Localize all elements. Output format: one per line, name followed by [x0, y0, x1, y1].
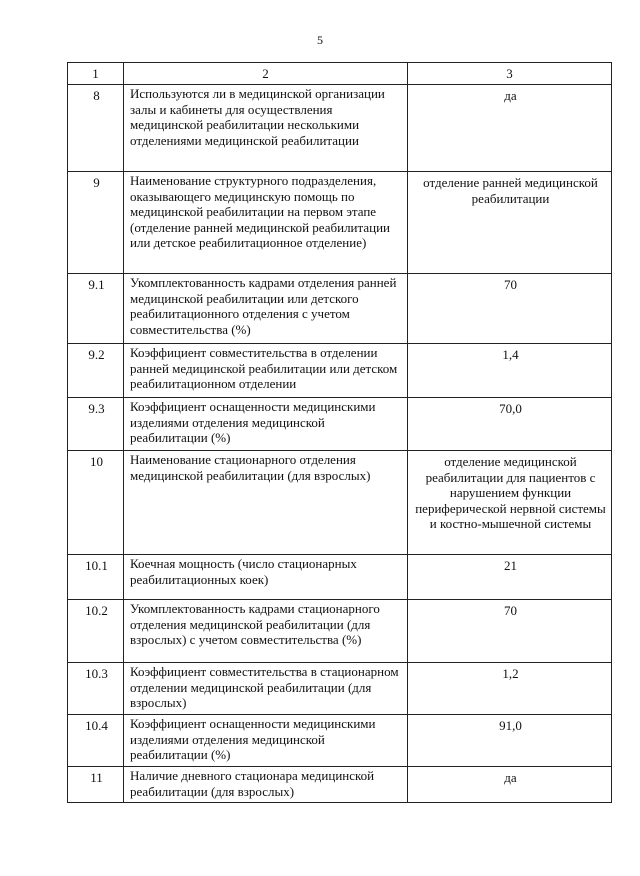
- table-row: [68, 600, 612, 663]
- row-value: 1,4: [408, 344, 612, 398]
- row-value: 1,2: [408, 663, 612, 715]
- row-label: Используются ли в медицинской организации залы и кабинеты для осуществления медицинской реабилитации несколькими отделениями медицинской реабилитации: [124, 85, 408, 172]
- row-number: 9.1: [68, 274, 124, 344]
- row-value: 70: [408, 274, 612, 344]
- table-row: [68, 85, 612, 172]
- row-label: Наличие дневного стационара медицинской реабилитации (для взрослых): [124, 767, 408, 803]
- row-label: Укомплектованность кадрами стационарного отделения медицинской реабилитации (для взрослых) с учетом совместительства (%): [124, 600, 408, 663]
- row-number: 9.3: [68, 398, 124, 451]
- table-row: [68, 715, 612, 767]
- header-col-3: 3: [408, 63, 612, 85]
- row-number: 8: [68, 85, 124, 172]
- table-header-row: [68, 63, 612, 85]
- header-col-2: 2: [124, 63, 408, 85]
- table-row: [68, 663, 612, 715]
- row-label: Коэффициент совместительства в отделении ранней медицинской реабилитации или детском реабилитационном отделении: [124, 344, 408, 398]
- row-number: 10: [68, 451, 124, 555]
- table-row: [68, 398, 612, 451]
- table-row: [68, 555, 612, 600]
- row-number: 10.2: [68, 600, 124, 663]
- row-number: 10.1: [68, 555, 124, 600]
- row-value: 21: [408, 555, 612, 600]
- table-row: [68, 172, 612, 274]
- row-label: Коечная мощность (число стационарных реабилитационных коек): [124, 555, 408, 600]
- page-number: 5: [317, 33, 323, 47]
- row-value: да: [408, 767, 612, 803]
- row-value: 70: [408, 600, 612, 663]
- table-row: [68, 344, 612, 398]
- row-number: 9.2: [68, 344, 124, 398]
- row-value: 91,0: [408, 715, 612, 767]
- row-value: 70,0: [408, 398, 612, 451]
- row-label: Наименование стационарного отделения медицинской реабилитации (для взрослых): [124, 451, 408, 555]
- row-label: Укомплектованность кадрами отделения ранней медицинской реабилитации или детского реабилитационного отделения с учетом совместительства (%): [124, 274, 408, 344]
- table-row: [68, 451, 612, 555]
- row-value: отделение ранней медицинской реабилитации: [408, 172, 612, 274]
- row-label: Коэффициент совместительства в стационарном отделении медицинской реабилитации (для взрослых): [124, 663, 408, 715]
- row-label: Коэффициент оснащенности медицинскими изделиями отделения медицинской реабилитации (%): [124, 398, 408, 451]
- row-number: 9: [68, 172, 124, 274]
- row-label: Коэффициент оснащенности медицинскими изделиями отделения медицинской реабилитации (%): [124, 715, 408, 767]
- header-col-1: 1: [68, 63, 124, 85]
- row-value: да: [408, 85, 612, 172]
- row-number: 11: [68, 767, 124, 803]
- row-number: 10.4: [68, 715, 124, 767]
- table-row: [68, 274, 612, 344]
- row-value: отделение медицинской реабилитации для пациентов с нарушением функции периферической нервной системы и костно-мышечной системы: [408, 451, 612, 555]
- data-table: [67, 62, 612, 803]
- row-number: 10.3: [68, 663, 124, 715]
- table-row: [68, 767, 612, 803]
- row-label: Наименование структурного подразделения, оказывающего медицинскую помощь по медицинской реабилитации на первом этапе (отделение ранней медицинской реабилитации или детское реабилитационное отделение): [124, 172, 408, 274]
